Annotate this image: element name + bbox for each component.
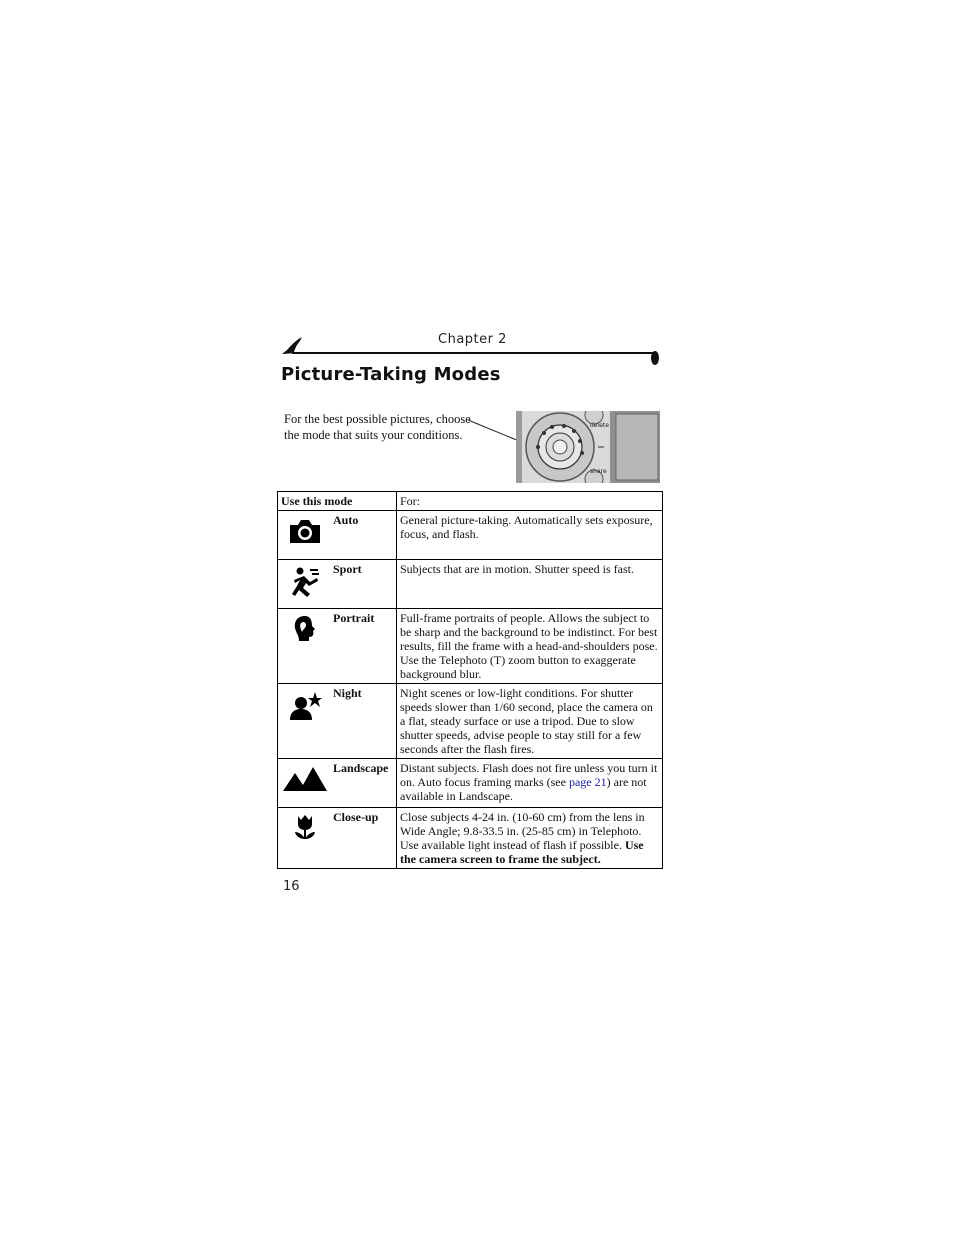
table-row [278, 684, 663, 759]
desc-text: Distant subjects. Flash does not fire unless you turn it on. Auto focus framing marks (see [400, 761, 658, 789]
desc-text: Close subjects 4-24 in. (10-60 cm) from the lens in Wide Angle; 9.8-33.5 in. (25-85 cm) in Telephoto. Use available light instead of flash if possible. [400, 810, 645, 852]
running-person-icon [281, 562, 329, 606]
portrait-head-icon [281, 611, 329, 655]
page-21-link[interactable]: page 21 [568, 775, 607, 789]
mode-name: Close-up [333, 810, 379, 824]
header-use-this-mode: Use this mode [278, 492, 397, 511]
mode-name: Portrait [333, 611, 375, 625]
mode-description: Full-frame portraits of people. Allows the subject to be sharp and the background to be indistinct. For best results, fill the frame with a head-and-shoulders pose. Use the Telephoto (T) zoom button to exaggerate background blur. [397, 609, 663, 684]
mode-name: Auto [333, 513, 359, 527]
table-header-row [278, 492, 663, 511]
person-star-icon [281, 686, 329, 730]
mode-name: Landscape [333, 761, 389, 775]
dial-label-delete: delete [590, 422, 609, 429]
mode-dial-image [516, 411, 660, 483]
mode-description: General picture-taking. Automatically sets exposure, focus, and flash. [397, 511, 663, 560]
camera-icon [281, 513, 329, 557]
chapter-label: Chapter 2 [438, 332, 507, 347]
mode-name: Sport [333, 562, 362, 576]
intro-text: For the best possible pictures, choose the mode that suits your conditions. [284, 412, 471, 442]
mode-name: Night [333, 686, 362, 700]
tulip-icon [281, 810, 329, 854]
page-number: 16 [283, 879, 300, 894]
mountains-icon [281, 761, 329, 805]
table-row [278, 609, 663, 684]
table-row [278, 759, 663, 808]
table-row [278, 511, 663, 560]
header-for: For: [397, 492, 663, 511]
mode-description: Night scenes or low-light conditions. For shutter speeds slower than 1/60 second, place the camera on a flat, steady surface or use a tripod. Due to slow shutter speeds, advise people to stay still for a few seconds after the flash fires. [397, 684, 663, 759]
desc-bold-text: Use the camera screen to frame the subject. [400, 838, 644, 866]
dial-label-share: share [590, 468, 607, 475]
mode-description: Subjects that are in motion. Shutter speed is fast. [397, 560, 663, 609]
mode-description [397, 759, 663, 808]
page-title: Picture-Taking Modes [281, 364, 501, 385]
modes-table [277, 491, 663, 869]
desc-text: ) are not available in Landscape. [400, 775, 647, 803]
table-row [278, 560, 663, 609]
table-row [278, 808, 663, 869]
mode-description [397, 808, 663, 869]
